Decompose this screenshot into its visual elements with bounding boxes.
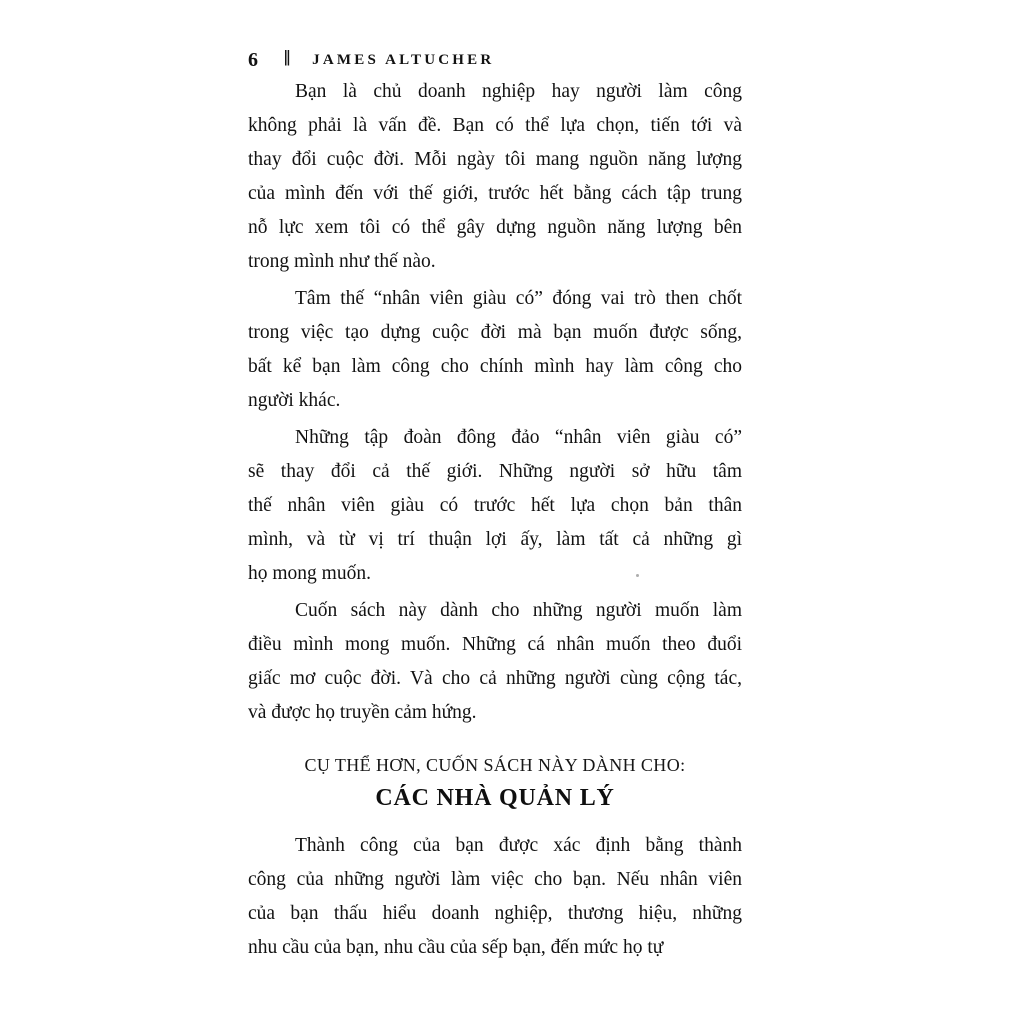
page-number: 6 [248,48,258,71]
text-line: trong việc tạo dựng cuộc đời mà bạn muốn được sống, [248,322,742,343]
text-line: công của những người làm việc cho bạn. Nếu nhân viên [248,869,742,890]
paragraph [248,282,742,418]
text-line: điều mình mong muốn. Những cá nhân muốn theo đuổi [248,634,742,655]
text-line: của mình đến với thế giới, trước hết bằng cách tập trung [248,183,742,204]
text-line: trong mình như thế nào. [248,251,436,272]
running-header [248,48,742,72]
text-line: và được họ truyền cảm hứng. [248,702,477,723]
text-line: Cuốn sách này dành cho những người muốn làm [295,600,742,621]
text-line: Những tập đoàn đông đảo “nhân viên giàu có” [295,427,742,448]
text-line: họ mong muốn. [248,563,371,584]
section-title: CÁC NHÀ QUẢN LÝ [375,785,615,811]
paragraph [248,75,742,279]
double-bar-separator-icon: ‖ [284,47,291,72]
text-line: thế nhân viên giàu có trước hết lựa chọn bản thân [248,495,742,516]
section-kicker: CỤ THỂ HƠN, CUỐN SÁCH NÀY DÀNH CHO: [304,755,686,775]
running-title: JAMES ALTUCHER [312,51,495,68]
text-line: Tâm thế “nhân viên giàu có” đóng vai trò then chốt [295,288,742,309]
text-line: sẽ thay đổi cả thế giới. Những người sở hữu tâm [248,461,742,482]
text-line: mình, và từ vị trí thuận lợi ấy, làm tất cả những gì [248,529,742,550]
text-line: bất kể bạn làm công cho chính mình hay làm công cho [248,356,742,377]
text-line: thay đổi cuộc đời. Mỗi ngày tôi mang nguồn năng lượng [248,149,742,170]
text-line: Bạn là chủ doanh nghiệp hay người làm công [295,81,742,102]
paragraph [248,829,742,965]
paragraph [248,594,742,730]
text-line: không phải là vấn đề. Bạn có thể lựa chọn, tiến tới và [248,115,742,136]
text-line: người khác. [248,390,341,411]
text-line: Thành công của bạn được xác định bằng thành [295,835,742,856]
text-line: giấc mơ cuộc đời. Và cho cả những người cùng cộng tác, [248,668,742,689]
text-line: nhu cầu của bạn, nhu cầu của sếp bạn, đến mức họ tự [248,937,664,958]
text-line: nỗ lực xem tôi có thể gây dựng nguồn năng lượng bên [248,217,742,238]
text-column [248,0,742,965]
paragraph [248,421,742,591]
scan-artifact-dot [636,574,639,577]
text-line: của bạn thấu hiểu doanh nghiệp, thương hiệu, những [248,903,742,924]
